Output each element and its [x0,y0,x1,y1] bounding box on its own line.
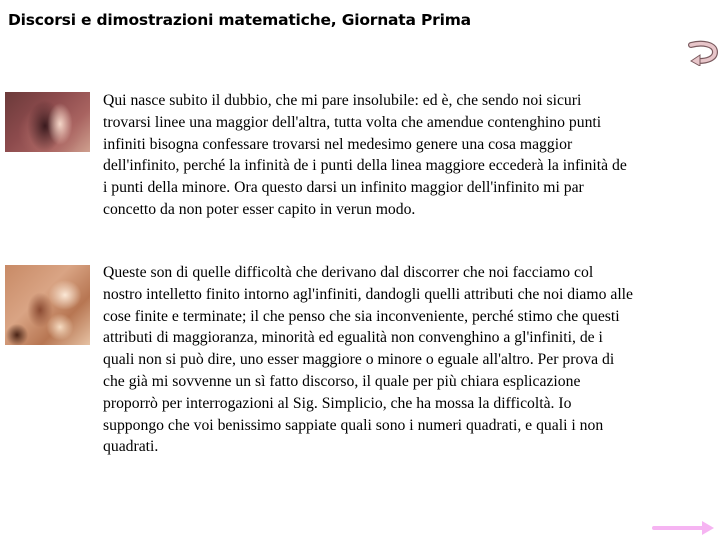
text-line: concetto da non poter esser capito in verun modo. [103,200,416,218]
portrait-sagredo [5,92,90,152]
text-line: proporrò per interrogazioni al Sig. Simplicio, che ha mossa la difficoltà. Io [103,394,572,412]
text-line: nostro intelletto finito intorno agl'infiniti, dandogli quelli attributi che noi diamo alle [103,285,634,303]
text-line: i punti della minore. Ora questo darsi un infinito maggior dell'infinito mi par [103,179,584,197]
portrait-salviati [5,265,90,345]
speech-paragraph-2 [103,262,718,458]
text-line: dell'infinito, perché la infinità de i punti della linea maggiore eccederà la infinità de [103,157,627,175]
text-line: Qui nasce subito il dubbio, che mi pare insolubile: ed è, che sendo noi sicuri [103,92,582,109]
text-line: infiniti bisogna confessare trovarsi nel medesimo genere una cosa maggior [103,135,573,153]
text-line: quadrati. [103,438,159,456]
text-line: che già mi sovvenne un sì fatto discorso, il quale per più chiara esplicazione [103,372,581,390]
next-slide-button[interactable] [650,520,716,536]
text-line: suppongo che voi benissimo sappiate quali sono i numeri quadrati, e quali i non [103,416,604,434]
text-line: Queste son di quelle difficoltà che derivano dal discorrer che noi facciamo col [103,264,594,281]
text-line: cose finite e terminate; il che penso che sia inconveniente, perché stimo che questi [103,307,620,325]
text-line: quali non si può dire, uno esser maggiore o minore o eguale all'altro. Per prova di [103,351,615,369]
slide-title: Discorsi e dimostrazioni matematiche, Giornata Prima [8,11,471,29]
speech-paragraph-1 [103,90,718,221]
text-line: trovarsi linee una maggior dell'altra, tutta volta che amendue contenghino punti [103,113,602,131]
right-arrow-icon [650,520,716,536]
return-button[interactable] [688,40,718,66]
curved-return-arrow-icon [688,40,718,66]
text-line: attributi di maggioranza, minorità ed egualità non convenghino a gl'infiniti, de i [103,329,603,347]
